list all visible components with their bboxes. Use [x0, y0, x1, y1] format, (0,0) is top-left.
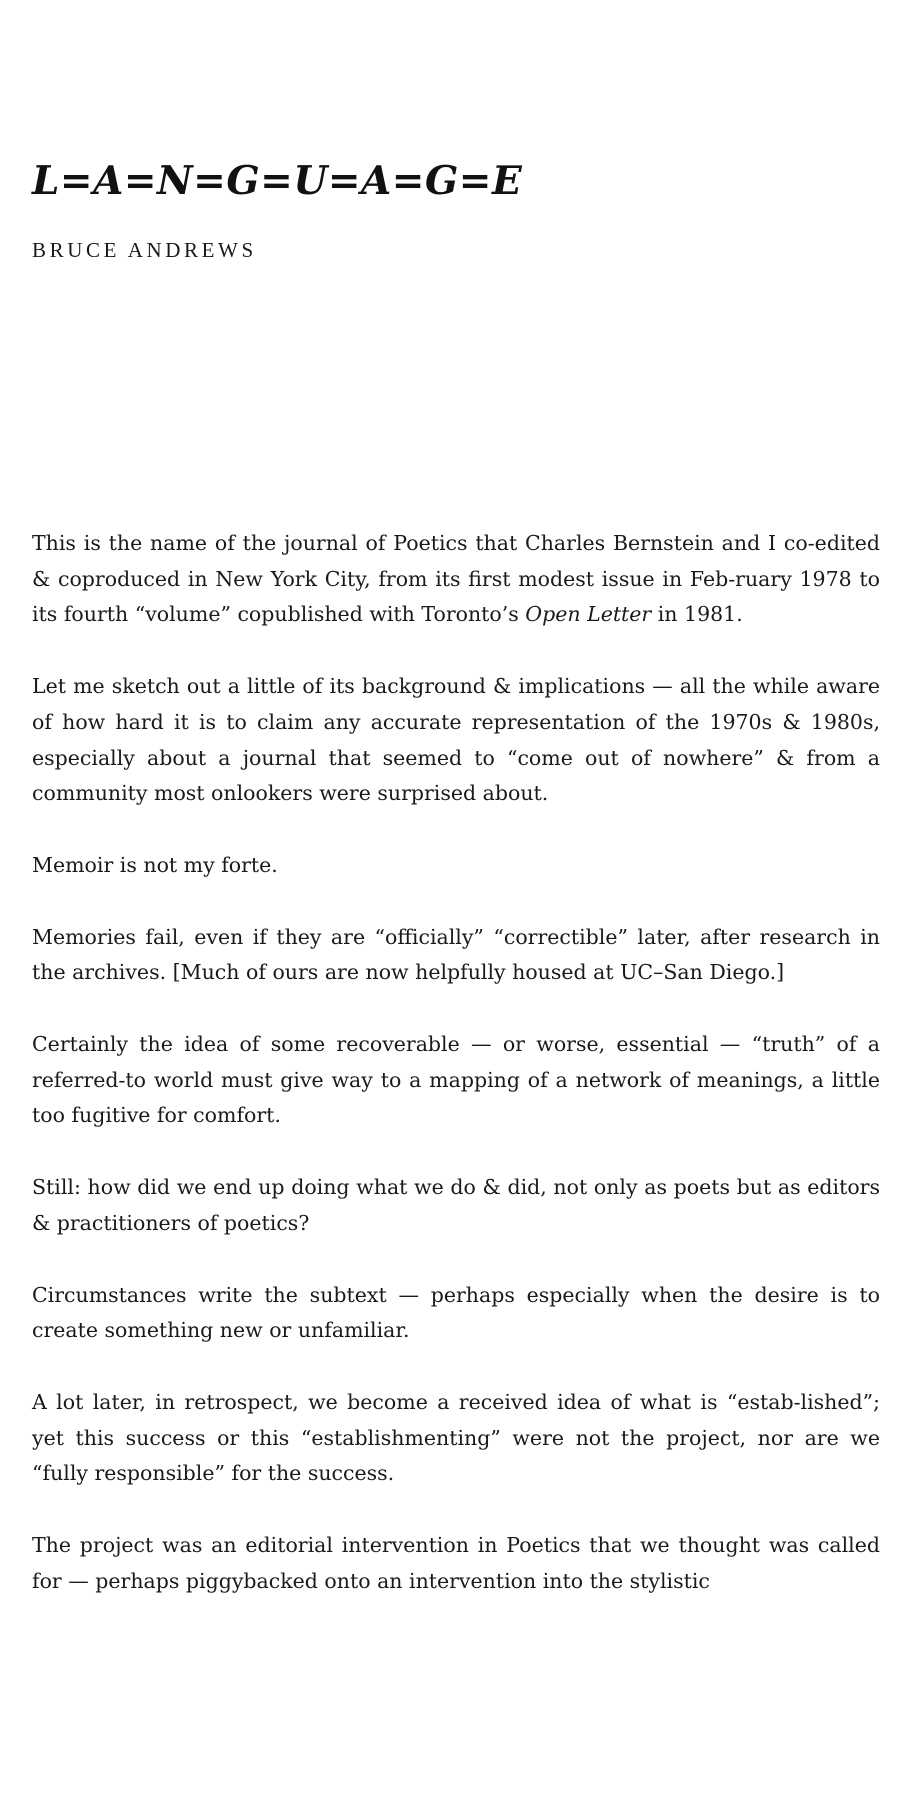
paragraph-8: A lot later, in retrospect, we become a received idea of what is “estab-lished”; yet this success or this “establishmenting” were not the project, nor are we “fully responsible” for the success. [32, 1389, 880, 1486]
paragraph-4: Memories fail, even if they are “officially” “correctible” later, after research in the archives. [Much of ours are now helpfully housed at UC–San Diego.] [32, 924, 880, 985]
paragraph-1 [32, 526, 880, 633]
paragraph-1-end: in 1981. [651, 602, 743, 627]
paragraph-6: Still: how did we end up doing what we do & did, not only as poets but as editors & practitioners of poetics? [32, 1175, 880, 1235]
paragraph-1-text: This is the name of the journal of Poetics that Charles Bernstein and I co-edited & coproduced in New York City, from its first modest issue in Feb-ruary 1978 to its fourth “volume” copublished with Toronto’s [32, 531, 880, 627]
paragraph-9: The project was an editorial intervention in Poetics that we thought was called for — perhaps piggybacked onto an intervention into the stylistic [32, 1533, 880, 1593]
paragraph-7: Circumstances write the subtext — perhaps especially when the desire is to create something new or unfamiliar. [32, 1282, 880, 1343]
paragraph-2: Let me sketch out a little of its background & implications — all the while aware of how hard it is to claim any accurate representation of the 1970s & 1980s, especially about a journal that seemed to “come out of nowhere” & from a community most onlookers were surprised about. [32, 674, 880, 806]
author-name: BRUCE ANDREWS [32, 238, 257, 262]
paragraph-5: Certainly the idea of some recoverable — or worse, essential — “truth” of a referred-to world must give way to a mapping of a network of meanings, a little too fugitive for comfort. [32, 1032, 880, 1128]
essay-body [32, 526, 880, 1599]
journal-name-open-letter: Open Letter [525, 602, 652, 627]
journal-title: L=A=N=G=U=A=G=E [32, 158, 523, 204]
paragraph-3: Memoir is not my forte. [32, 852, 278, 877]
